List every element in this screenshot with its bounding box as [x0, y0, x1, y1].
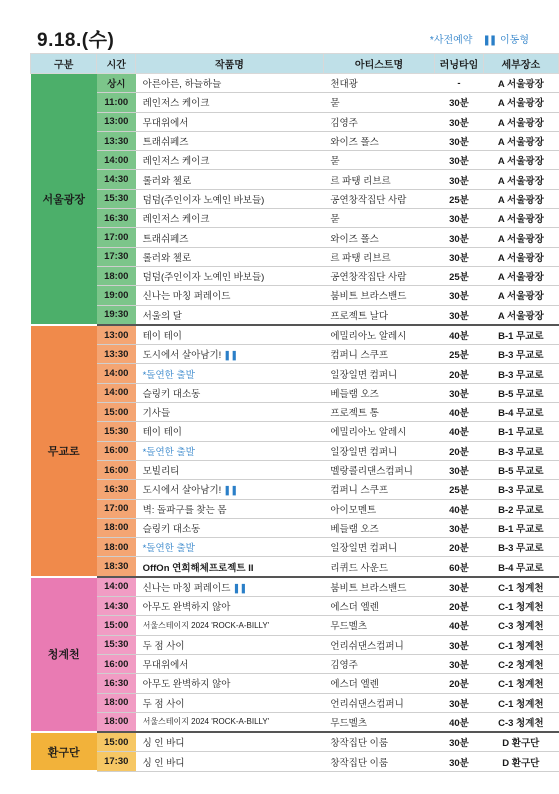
title-text: 덤덤(주인이자 노예인 바보들)	[142, 272, 265, 284]
title-cell	[136, 266, 324, 285]
time-cell: 19:00	[97, 286, 136, 305]
artist-cell: 베들램 오즈	[323, 383, 434, 402]
title-cell	[136, 674, 324, 693]
place-cell: B-1 무교로	[483, 518, 558, 537]
title-cell	[136, 170, 324, 189]
title-text: 롤러와 첼로	[142, 175, 192, 187]
time-cell: 18:30	[97, 557, 136, 577]
runtime-cell: 30분	[435, 151, 483, 170]
title-cell	[136, 247, 324, 266]
time-cell: 16:00	[97, 654, 136, 673]
place-cell: A 서울광장	[483, 266, 558, 285]
place-cell: A 서울광장	[483, 286, 558, 305]
artist-cell: 창작집단 이룸	[323, 732, 434, 752]
artist-cell: 프로젝트 날다	[323, 305, 434, 325]
runtime-cell: 30분	[435, 170, 483, 189]
legend-walk-label: 이동형	[500, 35, 529, 46]
table-row	[31, 480, 559, 499]
table-row	[31, 518, 559, 537]
artist-cell: 컴퍼니 스쿠프	[323, 480, 434, 499]
table-row	[31, 305, 559, 325]
place-cell: B-4 무교로	[483, 403, 558, 422]
runtime-cell: 20분	[435, 441, 483, 460]
runtime-cell: 30분	[435, 732, 483, 752]
title-cell	[136, 752, 324, 771]
title-cell	[136, 557, 324, 577]
time-cell: 15:00	[97, 732, 136, 752]
table-row	[31, 693, 559, 712]
time-cell: 17:00	[97, 228, 136, 247]
table-row	[31, 403, 559, 422]
table-row	[31, 557, 559, 577]
artist-cell: 아이모멘트	[323, 499, 434, 518]
time-cell: 18:00	[97, 518, 136, 537]
title-text: 덤덤(주인이자 노예인 바보들)	[142, 194, 265, 206]
table-row	[31, 345, 559, 364]
artist-cell: 프로젝트 통	[323, 403, 434, 422]
table-row	[31, 732, 559, 752]
runtime-cell: 30분	[435, 383, 483, 402]
place-cell: B-3 무교로	[483, 538, 558, 557]
title-cell	[136, 93, 324, 112]
place-cell: A 서울광장	[483, 151, 558, 170]
title-cell	[136, 616, 324, 635]
artist-cell: 멜랑콜리댄스컴퍼니	[323, 460, 434, 479]
artist-cell: 언리쉬댄스컴퍼니	[323, 693, 434, 712]
table-row	[31, 93, 559, 112]
header-category: 구분	[31, 54, 97, 74]
runtime-cell: 30분	[435, 460, 483, 479]
title-cell	[136, 403, 324, 422]
table-row	[31, 74, 559, 93]
place-cell: A 서울광장	[483, 209, 558, 228]
runtime-cell: 25분	[435, 189, 483, 208]
time-cell: 15:30	[97, 635, 136, 654]
place-cell: B-5 무교로	[483, 383, 558, 402]
time-cell: 17:30	[97, 247, 136, 266]
place-cell: A 서울광장	[483, 112, 558, 131]
title-text: 트래쉬페즈	[142, 233, 189, 245]
title-text: *돌연한 출발	[142, 543, 195, 555]
title-text: 벽: 돌파구를 찾는 몸	[142, 504, 227, 516]
runtime-cell: 40분	[435, 422, 483, 441]
place-cell: C-3 청계천	[483, 616, 558, 635]
runtime-cell: 30분	[435, 518, 483, 537]
place-cell: B-3 무교로	[483, 345, 558, 364]
artist-cell: 천대광	[323, 74, 434, 93]
place-cell: A 서울광장	[483, 228, 558, 247]
runtime-cell: 20분	[435, 364, 483, 383]
table-row	[31, 577, 559, 597]
title-cell	[136, 364, 324, 383]
time-cell: 14:00	[97, 383, 136, 402]
time-cell: 18:00	[97, 693, 136, 712]
runtime-cell: 25분	[435, 266, 483, 285]
title-cell	[136, 654, 324, 673]
title-text: 두 점 사이	[142, 640, 185, 652]
time-cell: 13:30	[97, 345, 136, 364]
title-text: *돌연한 출발	[142, 446, 195, 458]
table-row	[31, 499, 559, 518]
group-label: 서울광장	[31, 74, 97, 325]
title-text: 기사들	[142, 408, 171, 420]
title-text: 레인저스 케이크	[142, 156, 210, 168]
time-cell: 14:00	[97, 364, 136, 383]
header-artist: 아티스트명	[323, 54, 434, 74]
group-label: 환구단	[31, 732, 97, 771]
legend-reservation: *사전예약	[429, 35, 473, 46]
place-cell: B-3 무교로	[483, 441, 558, 460]
time-cell: 17:00	[97, 499, 136, 518]
runtime-cell: 30분	[435, 286, 483, 305]
table-row	[31, 131, 559, 150]
title-cell	[136, 286, 324, 305]
table-row	[31, 364, 559, 383]
artist-cell: 묻	[323, 151, 434, 170]
artist-cell: 붐비트 브라스밴드	[323, 286, 434, 305]
title-cell	[136, 460, 324, 479]
table-row	[31, 247, 559, 266]
title-cell	[136, 228, 324, 247]
schedule-table	[30, 53, 559, 772]
title-cell	[136, 151, 324, 170]
runtime-cell: 30분	[435, 693, 483, 712]
title-text: 모빌리티	[142, 466, 180, 478]
title-cell	[136, 712, 324, 732]
title-text: 서울스테이지 2024 'ROCK-A-BILLY'	[142, 717, 270, 727]
table-header-row	[31, 54, 559, 74]
artist-cell: 르 파탱 리브르	[323, 247, 434, 266]
place-cell: B-5 무교로	[483, 460, 558, 479]
runtime-cell: 25분	[435, 480, 483, 499]
time-cell: 11:00	[97, 93, 136, 112]
title-cell	[136, 305, 324, 325]
header-runtime: 러닝타임	[435, 54, 483, 74]
title-cell	[136, 499, 324, 518]
table-row	[31, 325, 559, 345]
time-cell: 14:00	[97, 577, 136, 597]
runtime-cell: 30분	[435, 131, 483, 150]
table-row	[31, 151, 559, 170]
runtime-cell: 20분	[435, 538, 483, 557]
artist-cell: 에밀리아노 알레시	[323, 325, 434, 345]
time-cell: 18:00	[97, 266, 136, 285]
artist-cell: 묻	[323, 93, 434, 112]
artist-cell: 언리쉬댄스컴퍼니	[323, 635, 434, 654]
artist-cell: 컴퍼니 스쿠프	[323, 345, 434, 364]
title-text: 신나는 마칭 퍼레이드	[142, 291, 231, 303]
group-label: 청계천	[31, 577, 97, 732]
title-cell	[136, 189, 324, 208]
title-text: 슬링키 대소동	[142, 388, 201, 400]
runtime-cell: 30분	[435, 112, 483, 131]
title-text: 롤러와 첼로	[142, 252, 192, 264]
artist-cell: 와이즈 폴스	[323, 228, 434, 247]
runtime-cell: 40분	[435, 499, 483, 518]
title-cell	[136, 383, 324, 402]
time-cell: 16:30	[97, 480, 136, 499]
artist-cell: 일장일면 컴퍼니	[323, 538, 434, 557]
place-cell: B-3 무교로	[483, 480, 558, 499]
legend	[430, 31, 529, 46]
table-row	[31, 209, 559, 228]
title-text: 테이 테이	[142, 331, 182, 342]
artist-cell: 무드멜츠	[323, 712, 434, 732]
title-text: 서울스테이지 2024 'ROCK-A-BILLY'	[142, 620, 270, 630]
legend-walk	[482, 31, 529, 46]
place-cell: B-1 무교로	[483, 422, 558, 441]
runtime-cell: 20분	[435, 674, 483, 693]
title-text: 신나는 마칭 퍼레이드	[142, 582, 231, 594]
runtime-cell: 40분	[435, 325, 483, 345]
place-cell: A 서울광장	[483, 131, 558, 150]
title-text: 레인저스 케이크	[142, 214, 210, 226]
table-row	[31, 228, 559, 247]
table-row	[31, 422, 559, 441]
title-cell	[136, 518, 324, 537]
table-row	[31, 383, 559, 402]
header-place: 세부장소	[483, 54, 558, 74]
artist-cell: 일장일면 컴퍼니	[323, 364, 434, 383]
place-cell: A 서울광장	[483, 189, 558, 208]
artist-cell: 와이즈 폴스	[323, 131, 434, 150]
place-cell: D 환구단	[483, 752, 558, 771]
artist-cell: 에스더 엘렌	[323, 597, 434, 616]
walking-icon: ❚❚	[223, 350, 238, 362]
place-cell: A 서울광장	[483, 170, 558, 189]
header-title: 작품명	[136, 54, 324, 74]
table-row	[31, 286, 559, 305]
runtime-cell: 30분	[435, 247, 483, 266]
place-cell: C-1 청계천	[483, 674, 558, 693]
title-text: 두 점 사이	[142, 698, 185, 710]
title-text: 트래쉬페즈	[142, 137, 189, 149]
table-row	[31, 752, 559, 771]
time-cell: 18:00	[97, 712, 136, 732]
title-text: *돌연한 출발	[142, 369, 195, 381]
table-row	[31, 616, 559, 635]
walking-icon: ❚❚	[223, 485, 238, 497]
place-cell: A 서울광장	[483, 93, 558, 112]
place-cell: B-2 무교로	[483, 499, 558, 518]
table-row	[31, 170, 559, 189]
page-date: 9.18.(수)	[37, 30, 115, 51]
title-text: 싱 인 바디	[142, 757, 185, 769]
title-cell	[136, 422, 324, 441]
title-cell	[136, 597, 324, 616]
walking-icon: ❚❚	[482, 35, 496, 46]
time-cell: 15:00	[97, 616, 136, 635]
artist-cell: 무드멜츠	[323, 616, 434, 635]
time-cell: 17:30	[97, 752, 136, 771]
time-cell: 14:00	[97, 151, 136, 170]
artist-cell: 묻	[323, 209, 434, 228]
title-cell	[136, 732, 324, 752]
time-cell: 14:30	[97, 170, 136, 189]
artist-cell: 김영주	[323, 112, 434, 131]
table-row	[31, 597, 559, 616]
title-text: 슬링키 대소동	[142, 523, 201, 535]
time-cell: 14:30	[97, 597, 136, 616]
runtime-cell: 40분	[435, 616, 483, 635]
artist-cell: 창작집단 이룸	[323, 752, 434, 771]
title-cell	[136, 74, 324, 93]
header-time: 시간	[97, 54, 136, 74]
time-cell: 15:30	[97, 189, 136, 208]
time-cell: 13:30	[97, 131, 136, 150]
time-cell: 상시	[97, 74, 136, 93]
table-row	[31, 112, 559, 131]
artist-cell: 붐비트 브라스밴드	[323, 577, 434, 597]
title-text: 아른아른, 하늘하늘	[142, 79, 222, 91]
title-text: 도시에서 살아남기!	[142, 350, 222, 362]
title-text: 무대위에서	[142, 660, 189, 672]
place-cell: C-1 청계천	[483, 635, 558, 654]
place-cell: C-3 청계천	[483, 712, 558, 732]
title-text: 도시에서 살아남기!	[142, 485, 222, 497]
artist-cell: 에밀리아노 알레시	[323, 422, 434, 441]
title-text: 레인저스 케이크	[142, 98, 210, 110]
runtime-cell: 30분	[435, 209, 483, 228]
time-cell: 16:00	[97, 441, 136, 460]
artist-cell: 에스더 엘렌	[323, 674, 434, 693]
title-cell	[136, 538, 324, 557]
place-cell: C-1 청계천	[483, 577, 558, 597]
place-cell: C-1 청계천	[483, 597, 558, 616]
runtime-cell: 30분	[435, 305, 483, 325]
table-row	[31, 441, 559, 460]
runtime-cell: 30분	[435, 93, 483, 112]
time-cell: 18:00	[97, 538, 136, 557]
table-row	[31, 189, 559, 208]
title-text: OffOn 연희해체프로젝트 II	[142, 562, 254, 574]
artist-cell: 일장일면 컴퍼니	[323, 441, 434, 460]
title-cell	[136, 209, 324, 228]
title-text: 아무도 완벽하지 않아	[142, 679, 231, 691]
table-row	[31, 538, 559, 557]
runtime-cell: 25분	[435, 345, 483, 364]
table-body	[31, 74, 559, 772]
artist-cell: 공연창작집단 사람	[323, 266, 434, 285]
time-cell: 19:30	[97, 305, 136, 325]
table-row	[31, 712, 559, 732]
place-cell: C-2 청계천	[483, 654, 558, 673]
artist-cell: 리퀴드 사운드	[323, 557, 434, 577]
time-cell: 15:00	[97, 403, 136, 422]
runtime-cell: 30분	[435, 752, 483, 771]
title-cell	[136, 635, 324, 654]
runtime-cell: 30분	[435, 228, 483, 247]
table-row	[31, 654, 559, 673]
artist-cell: 르 파탱 리브르	[323, 170, 434, 189]
runtime-cell: 30분	[435, 654, 483, 673]
table-row	[31, 635, 559, 654]
place-cell: D 환구단	[483, 732, 558, 752]
title-cell	[136, 325, 324, 345]
title-text: 무대위에서	[142, 117, 189, 129]
time-cell: 16:30	[97, 209, 136, 228]
title-cell	[136, 441, 324, 460]
time-cell: 13:00	[97, 112, 136, 131]
title-cell	[136, 345, 324, 364]
place-cell: B-3 무교로	[483, 364, 558, 383]
runtime-cell: 40분	[435, 403, 483, 422]
title-cell	[136, 577, 324, 597]
time-cell: 13:00	[97, 325, 136, 345]
runtime-cell: 20분	[435, 597, 483, 616]
table-row	[31, 674, 559, 693]
artist-cell: 공연창작집단 사람	[323, 189, 434, 208]
time-cell: 16:30	[97, 674, 136, 693]
runtime-cell: 30분	[435, 577, 483, 597]
title-cell	[136, 112, 324, 131]
title-text: 테이 테이	[142, 427, 182, 439]
walking-icon: ❚❚	[232, 582, 247, 594]
place-cell: C-1 청계천	[483, 693, 558, 712]
place-cell: A 서울광장	[483, 305, 558, 325]
time-cell: 16:00	[97, 460, 136, 479]
table-row	[31, 266, 559, 285]
runtime-cell: 30분	[435, 635, 483, 654]
title-cell	[136, 693, 324, 712]
place-cell: B-4 무교로	[483, 557, 558, 577]
place-cell: A 서울광장	[483, 74, 558, 93]
artist-cell: 베들램 오즈	[323, 518, 434, 537]
title-text: 싱 인 바디	[142, 738, 185, 750]
title-cell	[136, 480, 324, 499]
artist-cell: 김영주	[323, 654, 434, 673]
runtime-cell: 60분	[435, 557, 483, 577]
place-cell: B-1 무교로	[483, 325, 558, 345]
time-cell: 15:30	[97, 422, 136, 441]
table-row	[31, 460, 559, 479]
title-text: 아무도 완벽하지 않아	[142, 602, 231, 614]
title-text: 서울의 달	[142, 310, 182, 322]
title-cell	[136, 131, 324, 150]
group-label: 무교로	[31, 325, 97, 577]
runtime-cell: -	[435, 74, 483, 93]
runtime-cell: 40분	[435, 712, 483, 732]
place-cell: A 서울광장	[483, 247, 558, 266]
